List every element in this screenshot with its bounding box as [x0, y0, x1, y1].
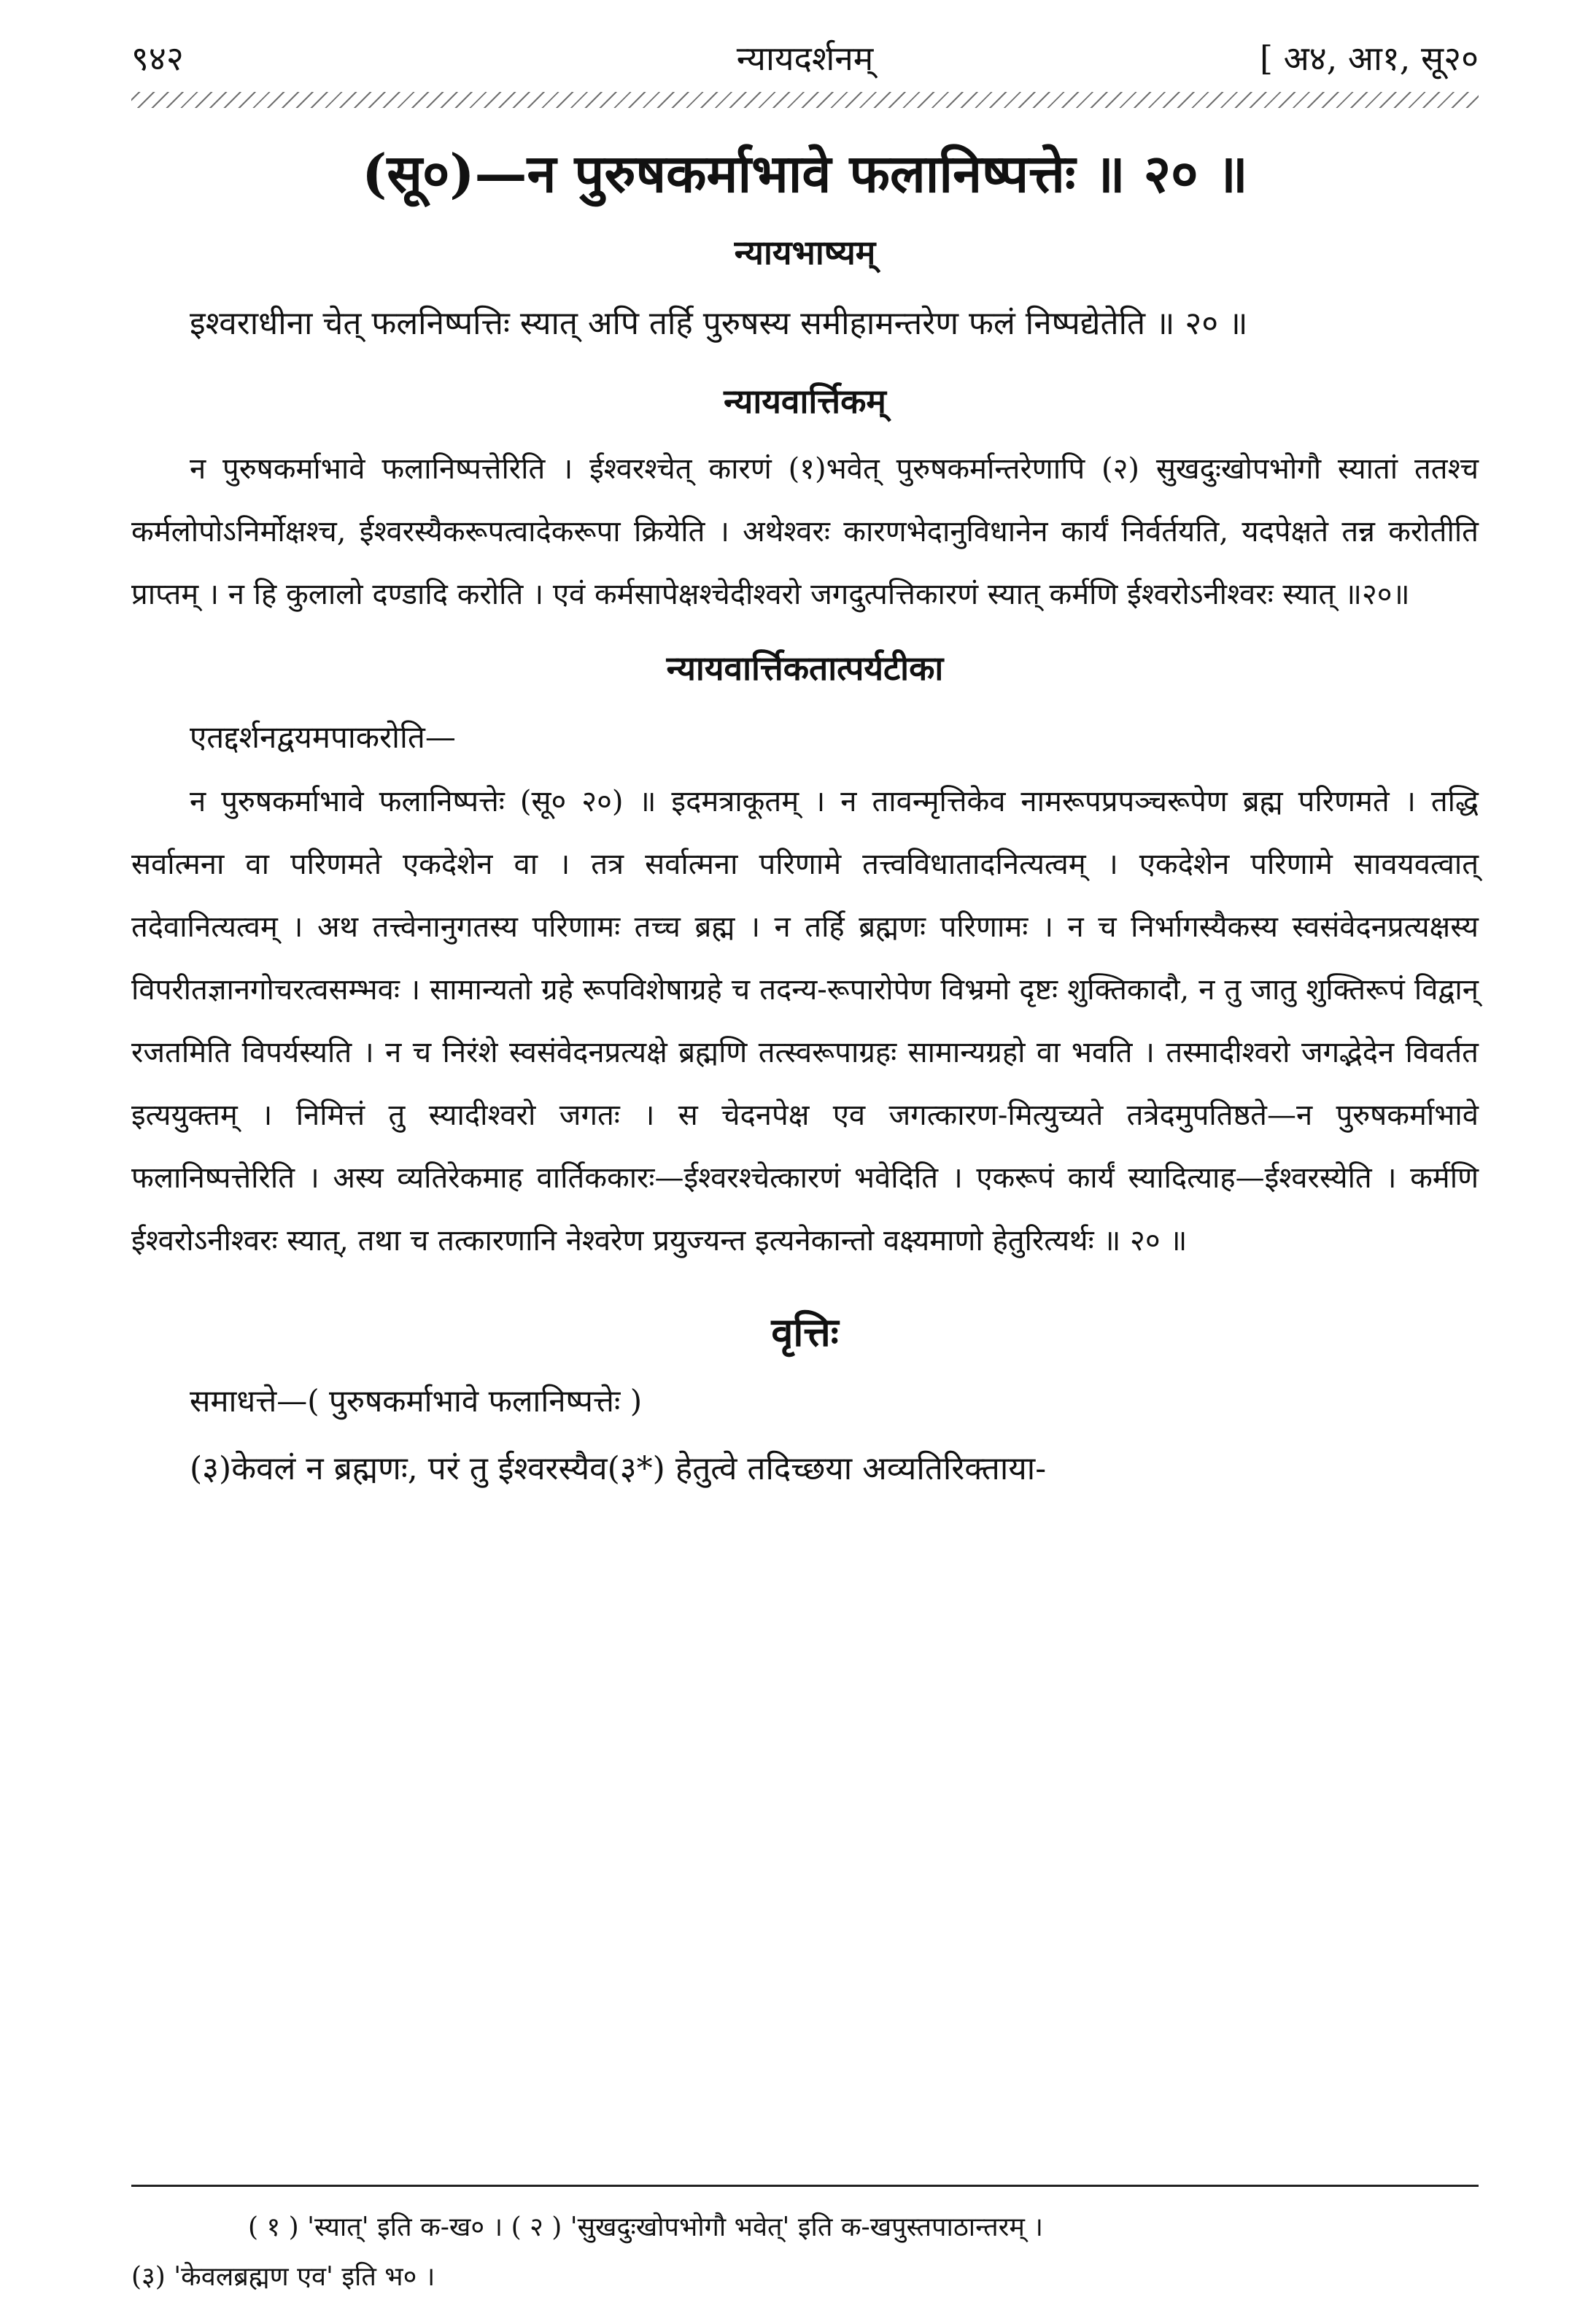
footnote-line-2: (३) 'केवलब्रह्मण एव' इति भ० ।: [131, 2262, 435, 2292]
wavy-divider: [131, 92, 1479, 108]
running-title: न्यायदर्शनम्: [736, 39, 874, 78]
tika-lead: एतद्दर्शनद्वयमपाकरोति—: [190, 719, 456, 755]
footnotes: [131, 2203, 1479, 2302]
running-header: [131, 29, 1479, 88]
vartika-heading: न्यायवार्त्तिकम्: [724, 381, 886, 421]
vritti-lead: समाधत्ते—( पुरुषकर्माभावे फलानिष्पत्तेः ): [190, 1383, 643, 1419]
sutra-heading: (सू०)—न पुरुषकर्माभावे फलानिष्पत्तेः ॥ २० ॥: [362, 142, 1248, 204]
vartika-text: न पुरुषकर्माभावे फलानिष्पत्तेरिति । ईश्वरश्चेत् कारणं (१)भवेत् पुरुषकर्मान्तरेणापि (२) सुखदुःखोपभोगौ स्यातां ततश्च कर्मलोपोऽनिर्मोक्षश्च, ईश्वरस्यैकरूपत्वादेकरूपा क्रियेति । अथेश्वरः कारणभेदानुविधानेन कार्यं निर्वर्तयति, यदपेक्षते तन्न करोतीति प्राप्तम् । न हि कुलालो दण्डादि करोति । एवं कर्मसापेक्षश्चेदीश्वरो जगदुत्पत्तिकारणं स्यात् कर्मणि ईश्वरोऽनीश्वरः स्यात् ॥२०॥: [131, 452, 1479, 611]
page-number: ९४२: [131, 39, 184, 78]
bhashya-heading: न्यायभाष्यम्: [734, 233, 876, 272]
footnote-line-1: ( १ ) 'स्यात्' इति क-ख० । ( २ ) 'सुखदुःखोपभोगौ भवेत्' इति क-खपुस्तपाठान्तरम् ।: [248, 2212, 1044, 2242]
tika-heading: न्यायवार्त्तिकतात्पर्यटीका: [666, 648, 944, 688]
section-reference: [ अ४, आ१, सू२०: [1260, 39, 1479, 78]
vritti-text: (३)केवलं न ब्रह्मणः, परं तु ईश्वरस्यैव(३*) हेतुत्वे तदिच्छया अव्यतिरिक्ताया-: [190, 1450, 1047, 1487]
tika-text: न पुरुषकर्माभावे फलानिष्पत्तेः (सू० २०) ॥ इदमत्राकूतम् । न तावन्मृत्तिकेव नामरूपप्रपञ्चरूपेण ब्रह्म परिणमते । तद्धि सर्वात्मना वा परिणमते एकदेशेन वा । तत्र सर्वात्मना परिणामे तत्त्वविधातादनित्यत्वम् । एकदेशेन परिणामे सावयवत्वात् तदेवानित्यत्वम् । अथ तत्त्वेनानुगतस्य परिणामः तच्च ब्रह्म । न तर्हि ब्रह्मणः परिणामः । न च निर्भागस्यैकस्य स्वसंवेदनप्रत्यक्षस्य विपरीतज्ञानगोचरत्वसम्भवः । सामान्यतो ग्रहे रूपविशेषाग्रहे च तदन्य-रूपारोपेण विभ्रमो दृष्टः शुक्तिकादौ, न तु जातु शुक्तिरूपं विद्वान् रजतमिति विपर्यस्यति । न च निरंशे स्वसंवेदनप्रत्यक्षे ब्रह्मणि तत्स्वरूपाग्रहः सामान्यग्रहो वा भवति । तस्मादीश्वरो जगद्भेदेन विवर्तत इत्ययुक्तम् । निमित्तं तु स्यादीश्वरो जगतः । स चेदनपेक्ष एव जगत्कारण-मित्युच्यते तत्रेदमुपतिष्ठते—न पुरुषकर्माभावे फलानिष्पत्तेरिति । अस्य व्यतिरेकमाह वार्तिककारः—ईश्वरश्चेत्कारणं भवेदिति । एकरूपं कार्यं स्यादित्याह—ईश्वरस्येति । कर्मणि ईश्वरोऽनीश्वरः स्यात्, तथा च तत्कारणानि नेश्वरेण प्रयुज्यन्त इत्यनेकान्तो वक्ष्यमाणो हेतुरित्यर्थः ॥ २० ॥: [131, 785, 1479, 1258]
vritti-heading: वृत्तिः: [771, 1309, 839, 1355]
footnote-rule: [131, 2185, 1479, 2187]
bhashya-text: इश्वराधीना चेत् फलनिष्पत्तिः स्यात् अपि तर्हि पुरुषस्य समीहामन्तरेण फलं निष्पद्येतेति ॥ २० ॥: [190, 305, 1248, 342]
